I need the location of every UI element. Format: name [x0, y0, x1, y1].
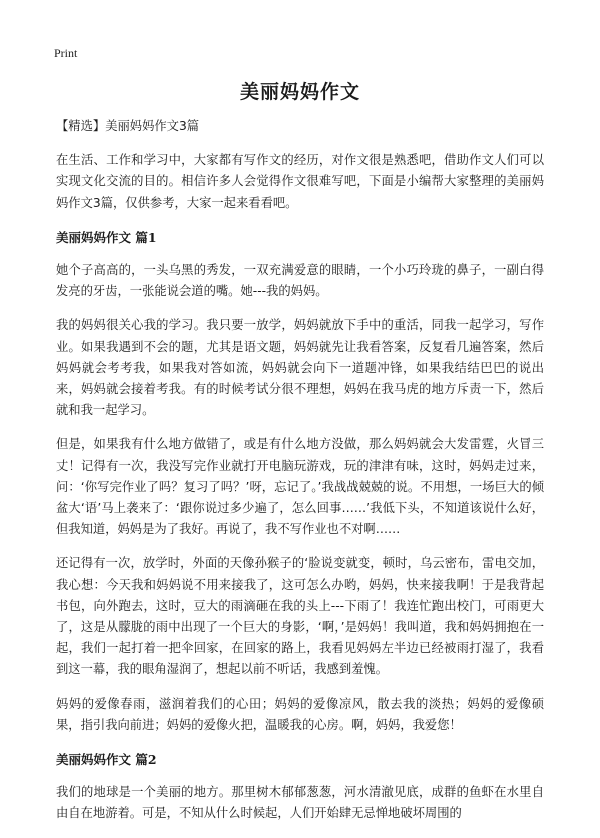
paragraph: 但是，如果我有什么地方做错了，或是有什么地方没做，那么妈妈就会大发雷霆，火冒三丈！记得有一次，我没写完作业就打开电脑玩游戏，玩的津津有味，这时，妈妈走过来，问：‘你写完作业了吗？复习了吗？’呀，忘记了。’我战战兢兢的说。不用想，一场巨大的倾盆大‘语’马上袭来了：‘跟你说过多少遍了，怎么回事……’我低下头，不知道该说什么好，但我知道，妈妈是为了我好。再说了，我不写作业也不对啊…… [56, 437, 544, 537]
article-body [56, 116, 544, 838]
paragraph: 我的妈妈很关心我的学习。我只要一放学，妈妈就放下手中的重活，同我一起学习，写作业。如果我遇到不会的题，尤其是语文题，妈妈就先让我看答案，反复看几遍答案，然后妈妈就会考考我，如果我对答如流，妈妈就会向下一道题冲锋，如果我结结巴巴的说出来，妈妈就会接着考我。有的时候考试分很不理想，妈妈在我马虎的地方斥责一下，然后就和我一起学习。 [56, 318, 544, 418]
section-heading-2: 美丽妈妈作文 篇2 [56, 752, 157, 768]
paragraph: 还记得有一次，放学时，外面的天像孙猴子的‘脸说变就变，顿时，乌云密布，雷电交加，我心想：今天我和妈妈说不用来接我了，这可怎么办哟，妈妈，快来接我啊！于是我背起书包，向外跑去，这时，豆大的雨滴砸在我的头上---下雨了！我连忙跑出校门，可雨更大了，这是从朦胧的雨中出现了一个巨大的身影，‘啊，’是妈妈！我叫道，我和妈妈拥抱在一起，我们一起打着一把伞回家，在回家的路上，我看见妈妈左半边已经被雨打湿了，我看到这一幕，我的眼角湿润了，想起以前不听话，我感到羞愧。 [56, 556, 544, 677]
page-title: 美丽妈妈作文 [239, 81, 360, 103]
paragraph: 我们的地球是一个美丽的地方。那里树木郁郁葱葱，河水清澈见底，成群的鱼虾在水里自由自在地游着。可是，不知从什么时候起，人们开始肆无忌惮地破坏周围的 [56, 785, 544, 821]
section-heading-1: 美丽妈妈作文 篇1 [56, 229, 157, 245]
print-link[interactable]: Print [54, 46, 78, 60]
paragraph: 她个子高高的，一头乌黑的秀发，一双充满爱意的眼睛，一个小巧玲珑的鼻子，一副白得发亮的牙齿，一张能说会道的嘴。她---我的妈妈。 [56, 263, 544, 299]
article-subtitle: 【精选】美丽妈妈作文3篇 [56, 119, 200, 133]
paragraph: 妈妈的爱像春雨，滋润着我们的心田；妈妈的爱像凉风，散去我的淡热；妈妈的爱像硕果，指引我向前进；妈妈的爱像火把，温暖我的心房。啊，妈妈，我爱您！ [56, 696, 544, 732]
intro-paragraph: 在生活、工作和学习中，大家都有写作文的经历，对作文很是熟悉吧，借助作文人们可以实现文化交流的目的。相信许多人会觉得作文很难写吧，下面是小编帮大家整理的美丽妈妈作文3篇，仅供参考，大家一起来看看吧。 [56, 153, 544, 210]
